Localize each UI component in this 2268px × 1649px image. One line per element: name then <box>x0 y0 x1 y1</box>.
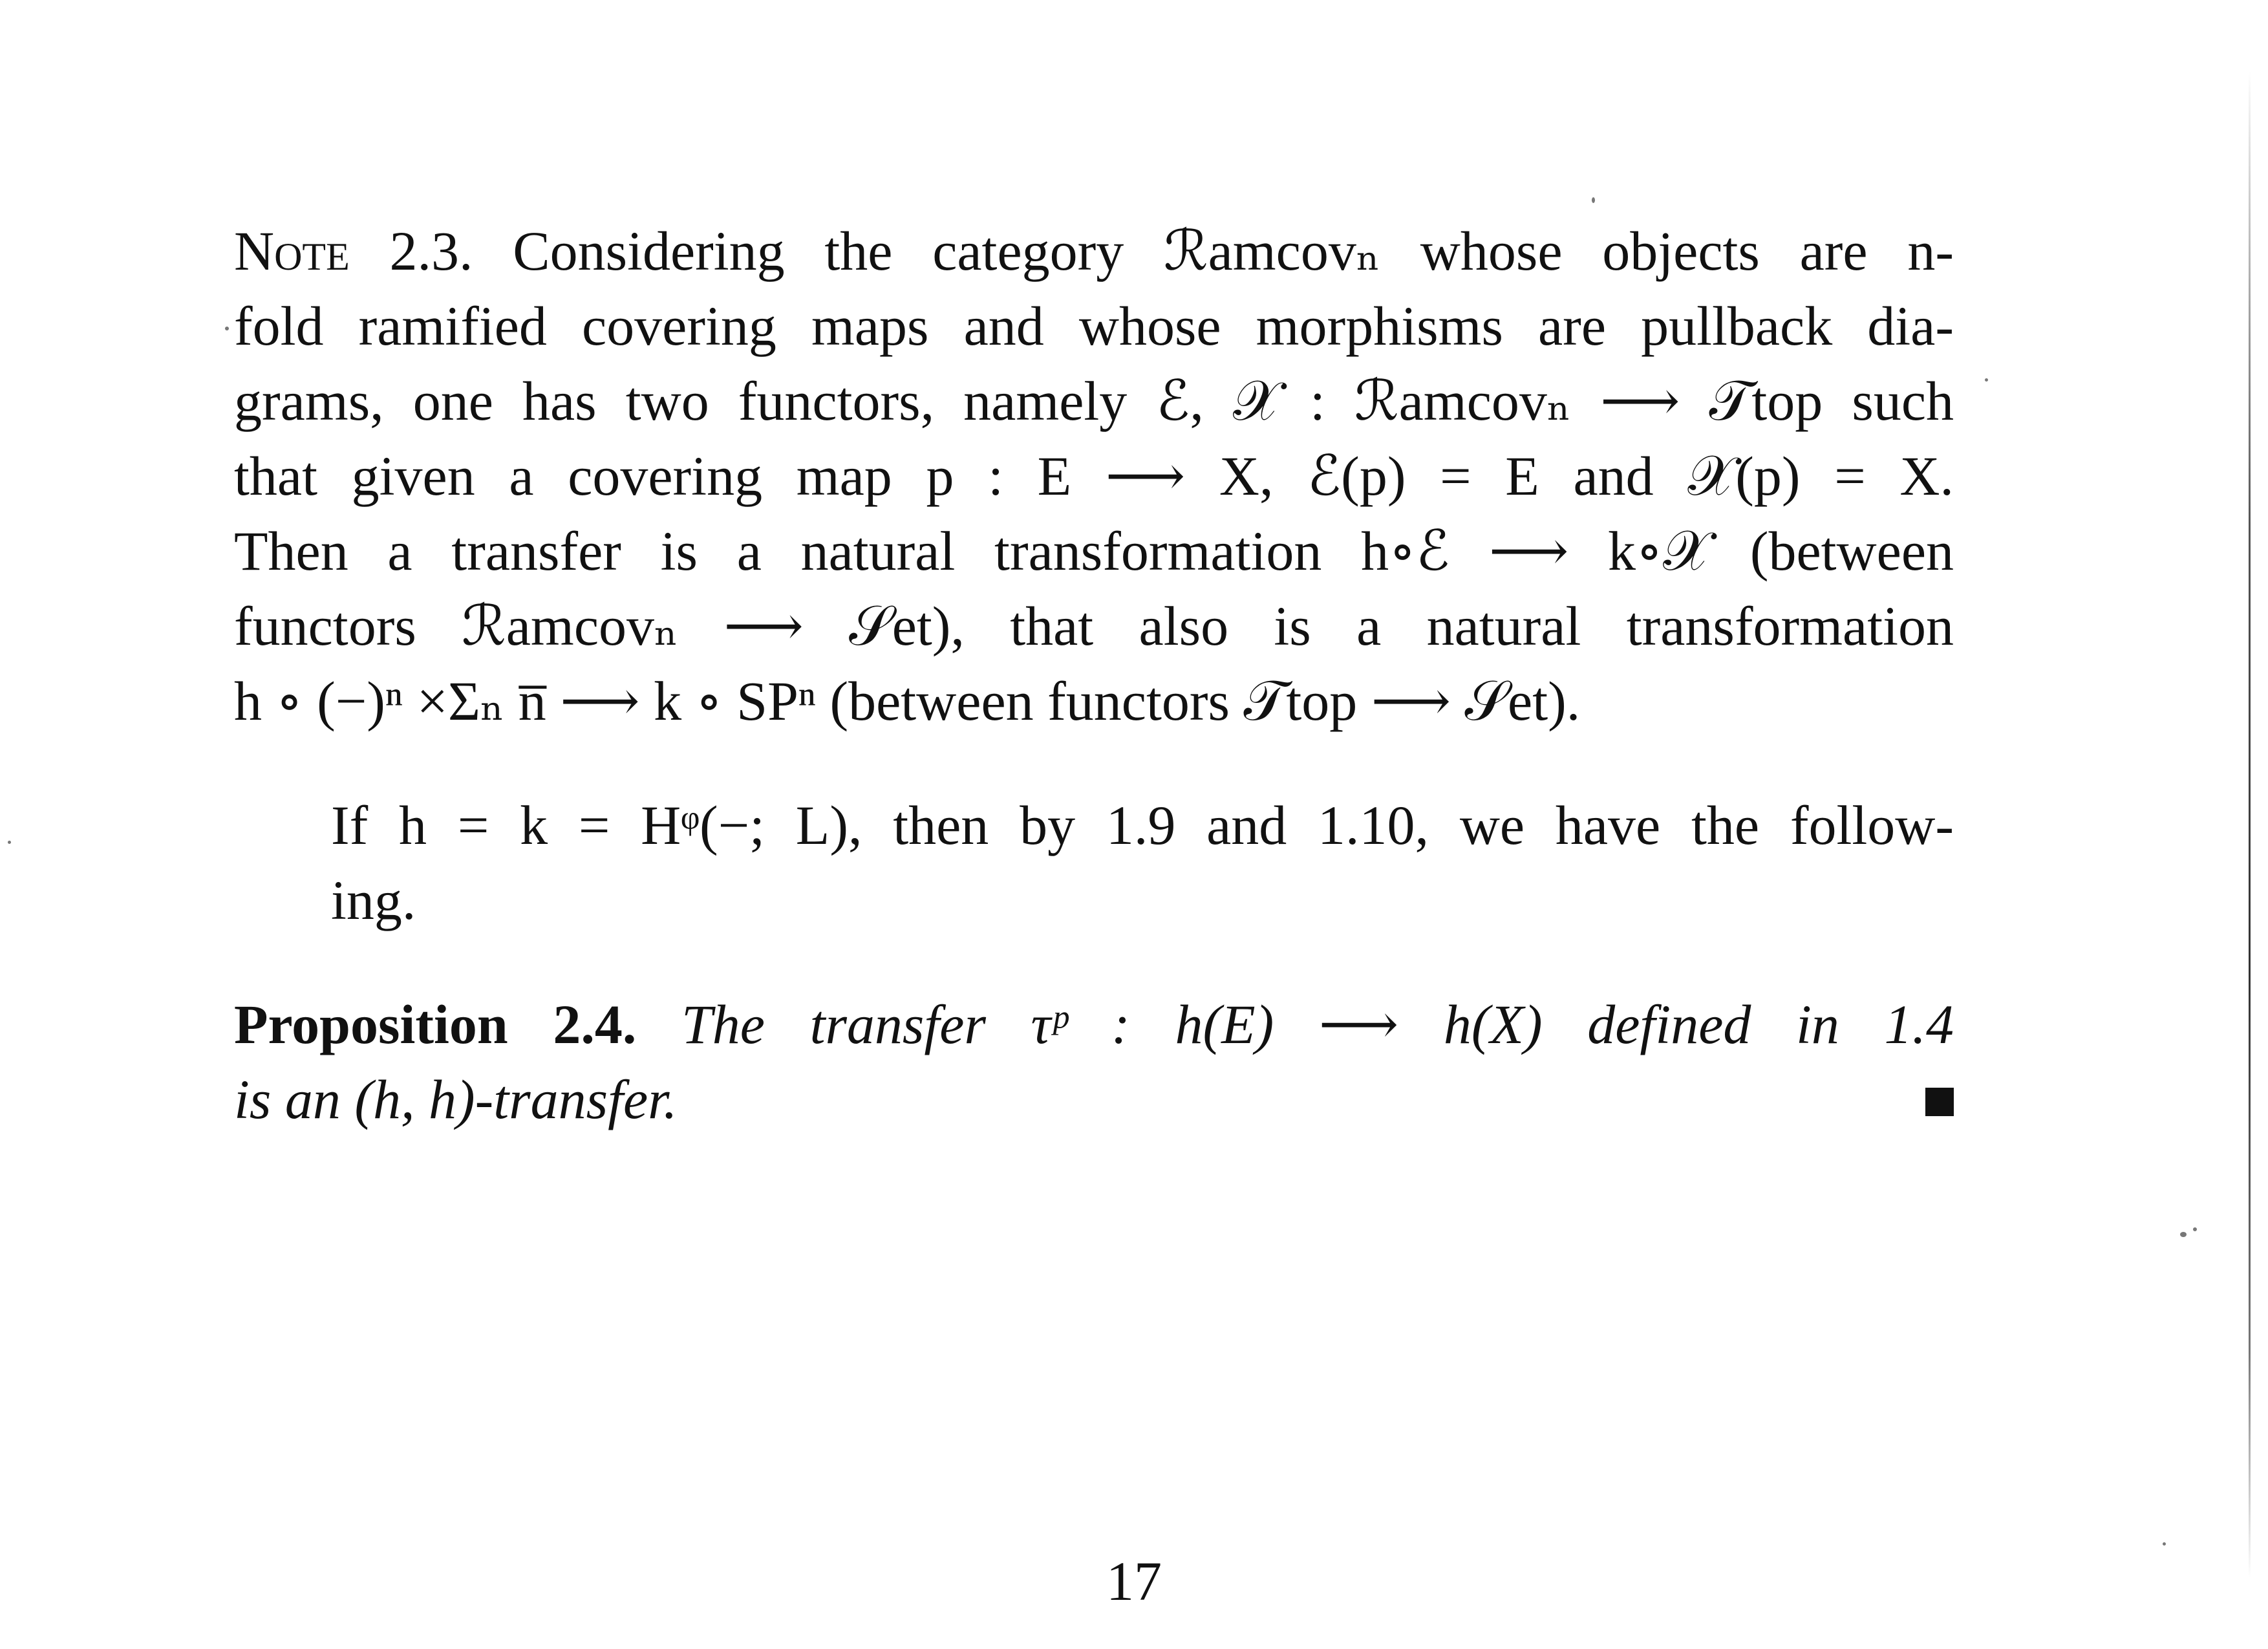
proposition-line-2-text: is an (h, h)-transfer. <box>234 1068 678 1130</box>
note-line-2: fold ramified covering maps and whose morphisms are pullback dia- <box>234 295 1954 357</box>
scan-speck <box>8 841 11 844</box>
note-line-3: grams, one has two functors, namely ℰ, 𝒳 : ℛamcovₙ ⟶ 𝒯top such <box>234 370 1954 432</box>
scan-speck <box>2193 1227 2197 1231</box>
text-block <box>234 213 1954 1137</box>
scan-speck <box>2180 1232 2187 1237</box>
scan-speck <box>2163 1542 2166 1546</box>
proposition-line-1 <box>234 987 1954 1062</box>
proposition-label: Proposition 2.4. <box>234 993 637 1055</box>
note-line-4: that given a covering map p : E ⟶ X, ℰ(p) = E and 𝒳(p) = X. <box>234 445 1954 507</box>
note-label: Note 2.3. <box>234 220 473 282</box>
proposition-line-2 <box>234 1062 1954 1137</box>
qed-square-icon <box>1925 1088 1954 1116</box>
note-line-1 <box>234 213 1954 288</box>
if-paragraph <box>234 788 1954 938</box>
scan-speck <box>1985 378 1988 382</box>
proposition-paragraph <box>234 987 1954 1137</box>
note-line-1-text: Considering the category ℛamcovₙ whose objects are n- <box>513 220 1954 282</box>
note-line-5: Then a transfer is a natural transformation h∘ℰ ⟶ k∘𝒳 (between <box>234 520 1954 582</box>
note-line-7: h ∘ (−)ⁿ ×Σₙ n̅ ⟶ k ∘ SPⁿ (between functors 𝒯top ⟶ 𝒮et). <box>234 670 1581 732</box>
scan-speck <box>225 327 229 330</box>
note-line-6: functors ℛamcovₙ ⟶ 𝒮et), that also is a natural transformation <box>234 595 1954 657</box>
if-line-2: ing. <box>331 869 416 931</box>
scan-edge-line <box>2249 71 2251 1578</box>
proposition-line-1-text: The transfer τᵖ : h(E) ⟶ h(X) defined in 1.4 <box>681 993 1954 1055</box>
note-paragraph <box>234 213 1954 738</box>
if-line-1: If h = k = Hᵠ(−; L), then by 1.9 and 1.10, we have the follow- <box>331 794 1954 856</box>
page-number: 17 <box>1106 1550 1162 1612</box>
scan-speck <box>1592 197 1595 203</box>
